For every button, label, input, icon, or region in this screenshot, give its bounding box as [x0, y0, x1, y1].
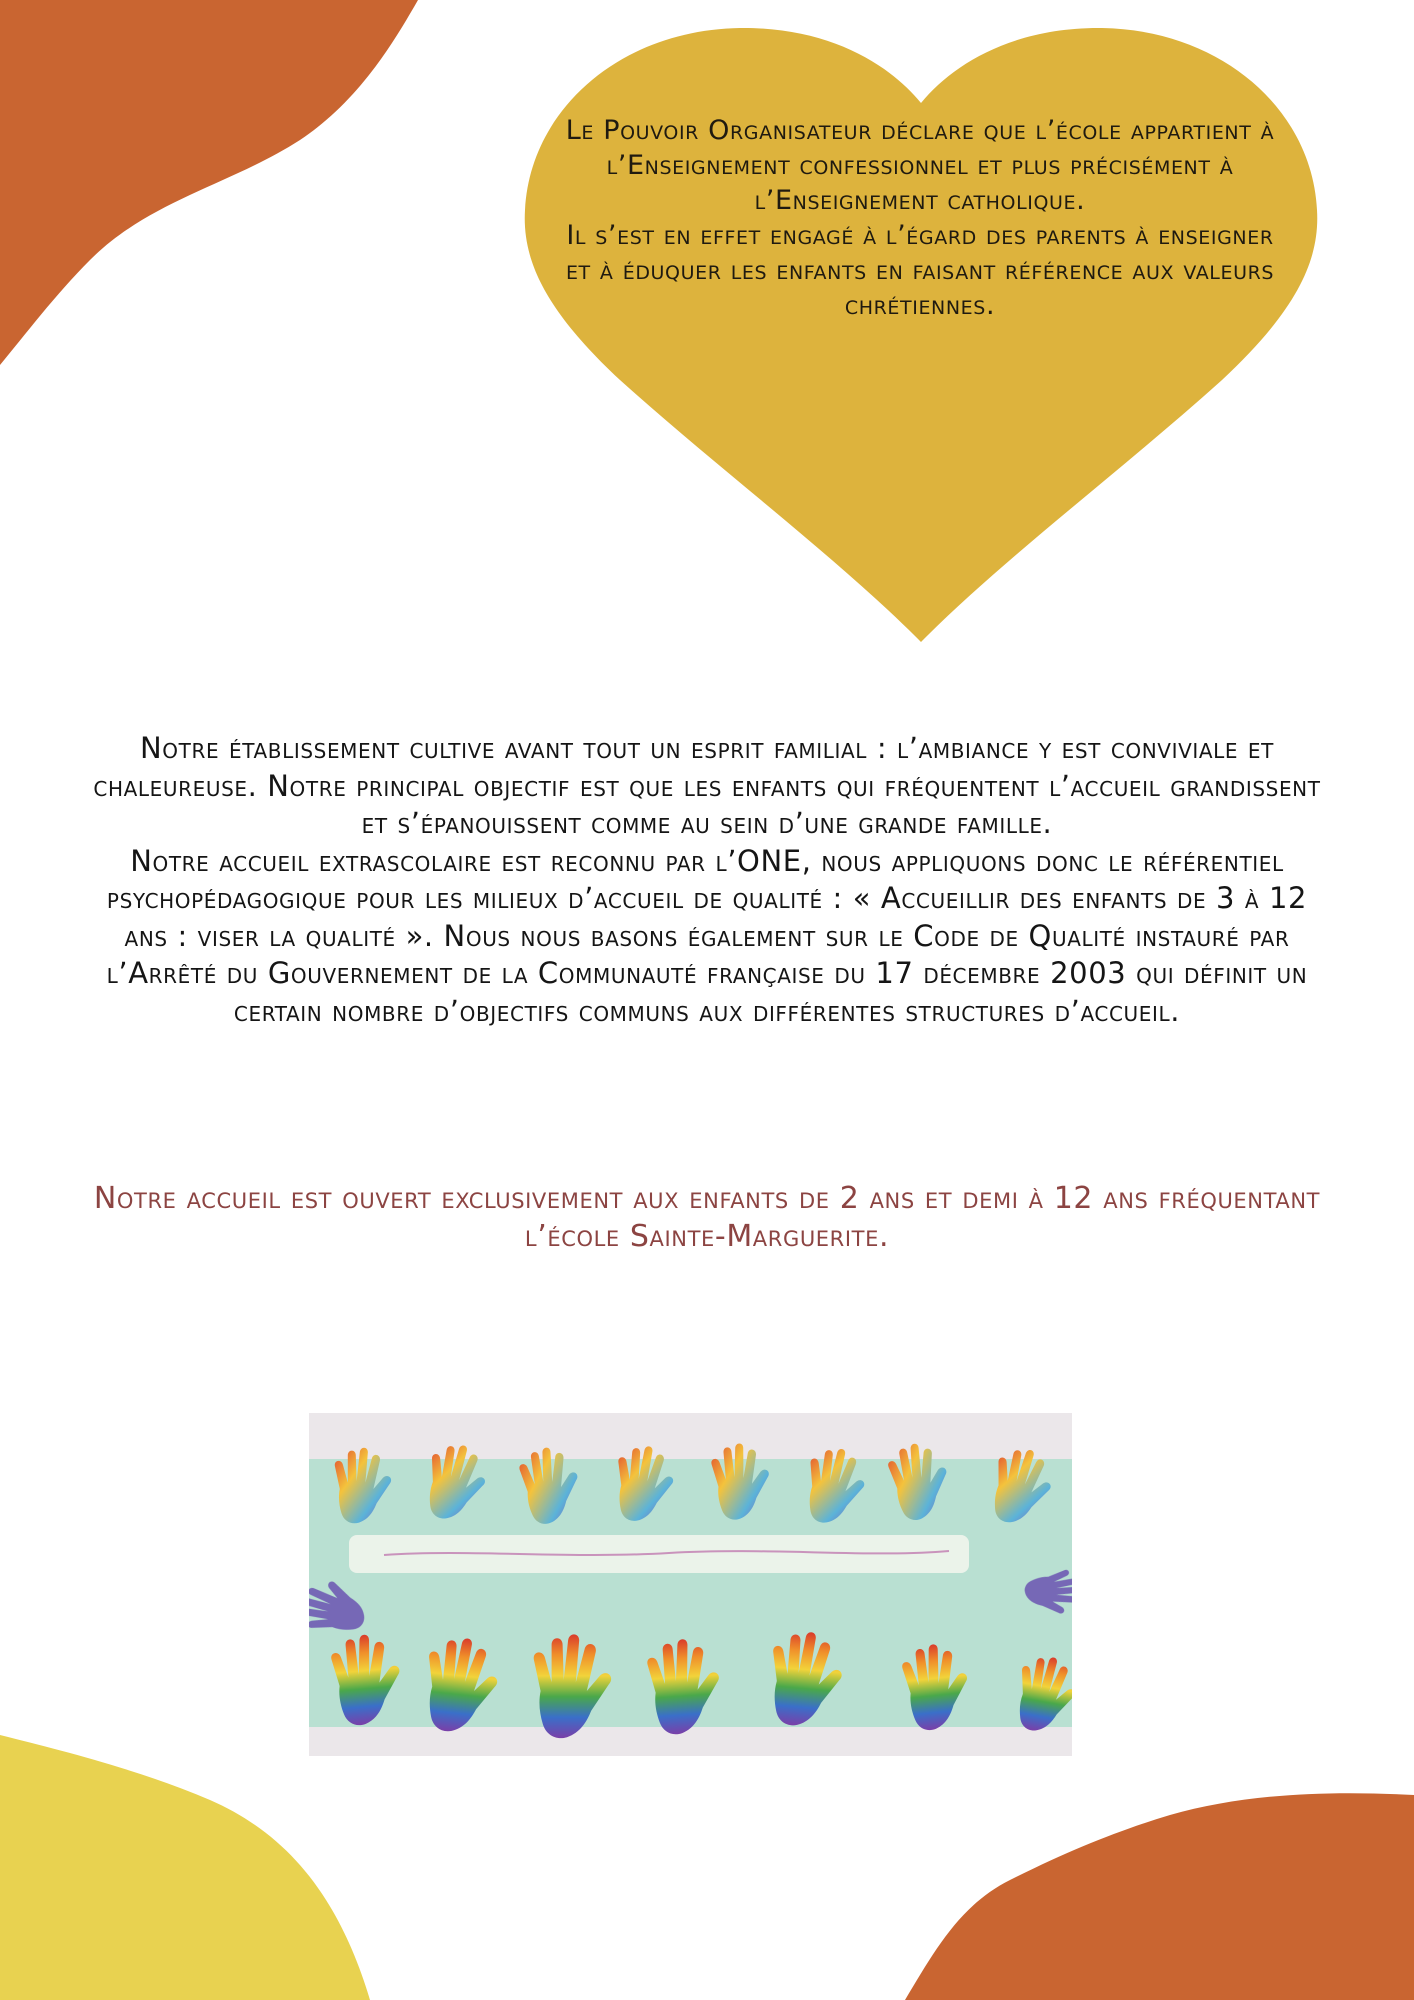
heart-paragraph-1: Le Pouvoir Organisateur déclare que l’école appartient à l’Enseignement confessionnel et plus précisément à l’Enseignement catholique.: [565, 115, 1275, 216]
hands-artwork-illustration: [309, 1413, 1072, 1756]
main-paragraph-1: Notre établissement cultive avant tout un esprit familial : l’ambiance y est conviviale et chaleureuse. Notre principal objectif est que les enfants qui fréquentent l’accueil grandissent et s’épanouissent comme au sein d’une grande famille.: [93, 731, 1321, 840]
highlight-statement: Notre accueil est ouvert exclusivement aux enfants de 2 ans et demi à 12 ans fréquentant l’école Sainte-Marguerite.: [93, 1181, 1321, 1254]
heart-paragraph-2: Il s’est en effet engagé à l’égard des parents à enseigner et à éduquer les enfants en faisant référence aux valeurs chrétiennes.: [565, 220, 1275, 321]
top-left-orange-blob: [0, 0, 418, 365]
main-text-block: [90, 730, 1324, 1030]
hands-artwork-photo: [309, 1413, 1072, 1756]
bottom-right-orange-blob: [905, 1793, 1414, 2000]
main-paragraph-2: Notre accueil extrascolaire est reconnu par l’ONE, nous appliquons donc le référentiel psychopédagogique pour les milieux d’accueil de qualité : « Accueillir des enfants de 3 à 12 ans : viser la qualité ». Nous nous basons également sur le Code de Qualité instauré par l’Arrêté du Gouvernement de la Communauté française du 17 décembre 2003 qui définit un certain nombre d’objectifs communs aux différentes structures d’accueil.: [106, 843, 1308, 1028]
heart-statement: [560, 113, 1280, 323]
bottom-left-yellow-blob: [0, 1735, 370, 2000]
